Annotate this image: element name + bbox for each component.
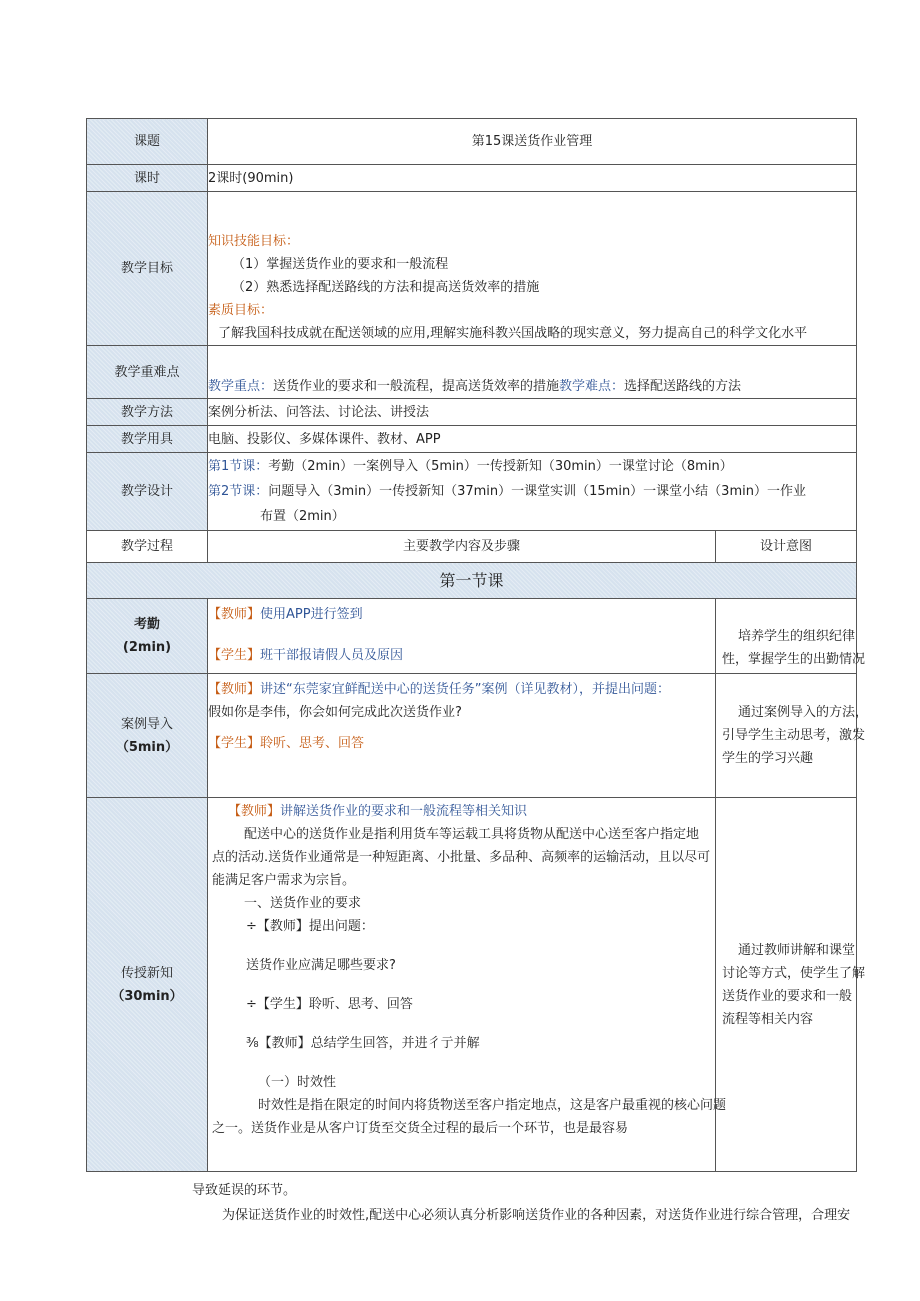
step-attendance-intent — [716, 599, 866, 674]
continued-text-line-2: 为保证送货作业的时效性,配送中心必须认真分析影响送货作业的各种因素，对送货作业进行综合管理，合理安 — [222, 1208, 851, 1223]
continued-text-line-1: 导致延误的环节。 — [192, 1183, 297, 1198]
lesson-plan-table — [86, 118, 869, 1172]
row-methods — [87, 399, 857, 426]
key-label: 教学重点： — [208, 379, 274, 394]
label-design: 教学设计 — [87, 453, 208, 531]
step-name: 考勤 — [133, 617, 160, 632]
step-case-label — [87, 674, 208, 798]
intent-line: 送货作业的要求和一般 — [722, 988, 853, 1004]
row-objectives — [87, 192, 857, 346]
intent-line: 通过教师讲解和课堂 — [738, 942, 856, 958]
student-tag: 【学生】 — [208, 648, 261, 663]
label-methods: 教学方法 — [87, 399, 208, 426]
quality-text: 了解我国科技成就在配送领域的应用,理解实施科教兴国战略的现实意义，努力提高自己的科学文化水平 — [218, 326, 808, 341]
teacher-summary: ⅜【教师】总结学生回答，并进彳亍并解 — [246, 1036, 480, 1051]
paragraph-line: 配送中心的送货作业是指利用货车等运载工具将货物从配送中心送至客户指定地 — [244, 827, 700, 842]
design-session-1 — [208, 454, 856, 479]
teacher-question: ÷【教师】提出问题： — [246, 919, 374, 934]
knowledge-heading: 知识技能目标： — [208, 234, 300, 249]
row-step-case — [87, 674, 857, 798]
session-2-text: 问题导入（3min）一传授新知（37min）一课堂实训（15min）一课堂小结（3min）一作业 — [268, 484, 806, 499]
intent-line: 培养学生的组织纪律 — [738, 629, 856, 644]
step-time: （30min） — [111, 988, 183, 1004]
student-text: 班干部报请假人员及原因 — [260, 648, 404, 663]
teacher-text: 讲解送货作业的要求和一般流程等相关知识 — [280, 804, 528, 819]
step-case-intent — [716, 674, 869, 798]
header-content: 主要教学内容及步骤 — [208, 531, 716, 563]
row-step-attendance — [87, 599, 857, 674]
section-title: 第一节课 — [87, 563, 857, 599]
step-name: 传授新知 — [120, 965, 173, 981]
difficult-text: 选择配送路线的方法 — [624, 379, 742, 394]
objectives-content — [208, 192, 857, 346]
teacher-tag: 【教师】 — [208, 607, 261, 622]
label-objectives: 教学目标 — [87, 192, 208, 346]
paragraph-line: 点的活动.送货作业通常是一种短距离、小批量、多品种、高频率的运输活动，且以尽可 — [212, 850, 711, 865]
header-intent: 设计意图 — [716, 531, 857, 563]
row-tools — [87, 426, 857, 453]
step-case-content — [208, 674, 716, 798]
teacher-tag: 【教师】 — [208, 682, 261, 697]
key-points-content — [208, 346, 857, 399]
step-time: （5min） — [115, 739, 179, 755]
paragraph-line: 时效性是指在限定的时间内将货物送至客户指定地点，这是客户最重视的核心问题 — [258, 1098, 727, 1113]
intent-line: 引导学生主动思考，激发 — [722, 728, 866, 743]
intent-line: 学生的学习兴趣 — [722, 751, 814, 766]
row-design — [87, 453, 857, 531]
teacher-line — [208, 603, 715, 626]
session-1-text: 考勤（2min）一案例导入（5min）一传授新知（30min）一课堂讨论（8min） — [268, 459, 733, 474]
step-teaching-content — [208, 798, 727, 1172]
value-methods: 案例分析法、问答法、讨论法、讲授法 — [208, 399, 857, 426]
step-time: (2min) — [122, 640, 172, 655]
step-name: 案例导入 — [120, 716, 173, 732]
student-line — [208, 644, 715, 667]
header-process: 教学过程 — [87, 531, 208, 563]
student-response: ÷【学生】聆听、思考、回答 — [246, 997, 413, 1012]
intent-line: 通过案例导入的方法， — [738, 705, 869, 720]
paragraph-line: 能满足客户需求为宗旨。 — [212, 873, 356, 888]
paragraph-line: 之一。送货作业是从客户订货至交货全过程的最后一个环节，也是最容易 — [212, 1121, 629, 1136]
row-key-points — [87, 346, 857, 399]
design-content — [208, 453, 857, 531]
row-section-title — [87, 563, 857, 599]
teacher-tag: 【教师】 — [228, 804, 281, 819]
intent-line: 性，掌握学生的出勤情况 — [722, 652, 866, 667]
student-text: 聆听、思考、回答 — [260, 736, 365, 751]
objective-item-1: （1）掌握送货作业的要求和一般流程 — [232, 257, 449, 272]
case-question: 假如你是李伟，你会如何完成此次送货作业? — [208, 705, 462, 720]
student-line — [208, 732, 715, 755]
student-tag: 【学生】 — [208, 736, 261, 751]
session-1-label: 第1节课： — [208, 459, 269, 474]
subsection-heading: （一）时效性 — [258, 1075, 337, 1090]
row-topic — [87, 119, 857, 165]
key-text: 送货作业的要求和一般流程，提高送货效率的措施 — [273, 379, 560, 394]
session-2-label: 第2节课： — [208, 484, 269, 499]
step-teaching-intent — [716, 798, 866, 1172]
session-2-continued: 布置（2min） — [260, 509, 345, 524]
row-hours — [87, 165, 857, 192]
section-heading: 一、送货作业的要求 — [244, 896, 362, 911]
step-attendance-label — [87, 599, 208, 674]
teacher-line — [212, 800, 713, 823]
value-hours: 2课时(90min) — [208, 165, 857, 192]
label-tools: 教学用具 — [87, 426, 208, 453]
label-key-points: 教学重难点 — [87, 346, 208, 399]
quality-heading: 素质目标： — [208, 303, 274, 318]
intent-line: 讨论等方式，使学生了解 — [722, 965, 866, 981]
difficult-label: 教学难点： — [559, 379, 625, 394]
intent-line: 流程等相关内容 — [722, 1011, 814, 1027]
lesson-title: 第15课送货作业管理 — [208, 119, 857, 165]
row-step-teaching — [87, 798, 857, 1172]
objective-item-2: （2）熟悉选择配送路线的方法和提高送货效率的措施 — [232, 280, 540, 295]
step-attendance-content — [208, 599, 716, 674]
teacher-line — [208, 678, 715, 701]
label-topic: 课题 — [87, 119, 208, 165]
design-session-2 — [208, 479, 856, 504]
question-text: 送货作业应满足哪些要求? — [246, 958, 396, 973]
teacher-text: 讲述“东莞家宜鲜配送中心的送货任务”案例（详见教材），并提出问题： — [260, 682, 670, 697]
row-process-header — [87, 531, 857, 563]
step-teaching-label — [87, 798, 208, 1172]
teacher-text: 使用APP进行签到 — [260, 607, 363, 622]
label-hours: 课时 — [87, 165, 208, 192]
value-tools: 电脑、投影仪、多媒体课件、教材、APP — [208, 426, 857, 453]
